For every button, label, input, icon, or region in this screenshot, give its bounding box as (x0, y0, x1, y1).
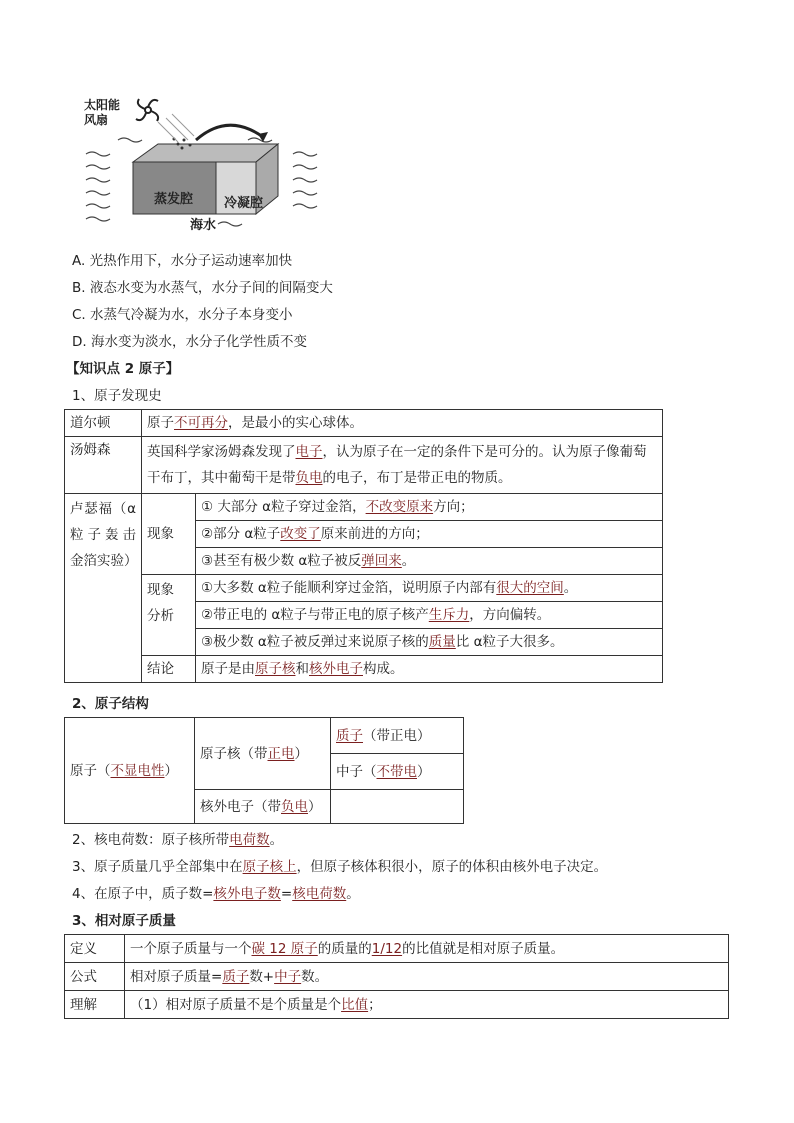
table-row (65, 656, 663, 683)
electron-cell: 核外电子（带负电） (195, 790, 331, 824)
table-row (65, 935, 729, 963)
fan-label: 太阳能 风扇 (84, 98, 121, 127)
empty-cell (331, 790, 464, 824)
table-row (65, 494, 663, 521)
phenomenon-3: ③甚至有极少数 α粒子被反弹回来。 (196, 548, 663, 575)
understand-text: （1）相对原子质量不是个质量是个比值； (125, 991, 729, 1019)
fan-icon (136, 99, 158, 121)
analysis-2: ②带正电的 α粒子与带正电的原子核产生斥力，方向偏转。 (196, 602, 663, 629)
cond-label: 冷凝腔 (224, 196, 264, 211)
analysis-label: 现象 分析 (142, 575, 196, 656)
rutherford-name: 卢瑟福（α粒子轰击金箔实验） (65, 494, 142, 683)
nucleus-cell: 原子核（带正电） (195, 718, 331, 790)
option-c: C. 水蒸气冷凝为水，水分子本身变小 (72, 307, 293, 323)
fact-2: 2、核电荷数：原子核所带电荷数。 (72, 832, 284, 848)
dalton-name: 道尔顿 (65, 410, 142, 437)
sea-label: 海水 (190, 218, 217, 233)
section-3-title: 3、相对原子质量 (72, 913, 176, 929)
thomson-desc: 英国科学家汤姆森发现了电子，认为原子在一定的条件下是可分的。认为原子像葡萄干布丁，其中葡萄干是带负电的电子，布丁是带正电的物质。 (142, 437, 663, 494)
relative-mass-table (64, 934, 729, 1019)
desalination-figure (78, 92, 328, 233)
dalton-desc: 原子不可再分，是最小的实心球体。 (142, 410, 663, 437)
table-row (65, 991, 729, 1019)
formula-text: 相对原子质量=质子数+中子数。 (125, 963, 729, 991)
phenomenon-1: ① 大部分 α粒子穿过金箔，不改变原来方向； (196, 494, 663, 521)
atom-cell: 原子（不显电性） (65, 718, 195, 824)
table-row (65, 963, 729, 991)
section-2-title: 2、原子结构 (72, 696, 149, 712)
analysis-3: ③极少数 α粒子被反弹过来说原子核的质量比 α粒子大很多。 (196, 629, 663, 656)
table-row (65, 575, 663, 602)
discovery-history-table (64, 409, 663, 683)
table-row (65, 410, 663, 437)
analysis-1: ①大多数 α粒子能顺利穿过金箔，说明原子内部有很大的空间。 (196, 575, 663, 602)
option-a: A. 光热作用下，水分子运动速率加快 (72, 253, 293, 269)
definition-label: 定义 (65, 935, 125, 963)
conclusion-text: 原子是由原子核和核外电子构成。 (196, 656, 663, 683)
section-1-title: 1、原子发现史 (72, 388, 162, 404)
fact-3: 3、原子质量几乎全部集中在原子核上，但原子核体积很小，原子的体积由核外电子决定。 (72, 859, 608, 875)
table-row (65, 718, 464, 754)
option-b: B. 液态水变为水蒸气，水分子间的间隔变大 (72, 280, 333, 296)
conclusion-label: 结论 (142, 656, 196, 683)
formula-label: 公式 (65, 963, 125, 991)
definition-text: 一个原子质量与一个碳 12 原子的质量的1/12的比值就是相对原子质量。 (125, 935, 729, 963)
proton-cell: 质子（带正电） (331, 718, 464, 754)
atom-structure-table (64, 717, 464, 824)
phenomenon-2: ②部分 α粒子改变了原来前进的方向； (196, 521, 663, 548)
option-d: D. 海水变为淡水，水分子化学性质不变 (72, 334, 307, 350)
table-row (65, 437, 663, 494)
neutron-cell: 中子（不带电） (331, 754, 464, 790)
evap-label: 蒸发腔 (154, 192, 194, 207)
phenomenon-label: 现象 (142, 494, 196, 575)
understand-label: 理解 (65, 991, 125, 1019)
thomson-name: 汤姆森 (65, 437, 142, 494)
knowledge-point-title: 【知识点 2 原子】 (66, 361, 180, 377)
fact-4: 4、在原子中，质子数=核外电子数=核电荷数。 (72, 886, 360, 902)
